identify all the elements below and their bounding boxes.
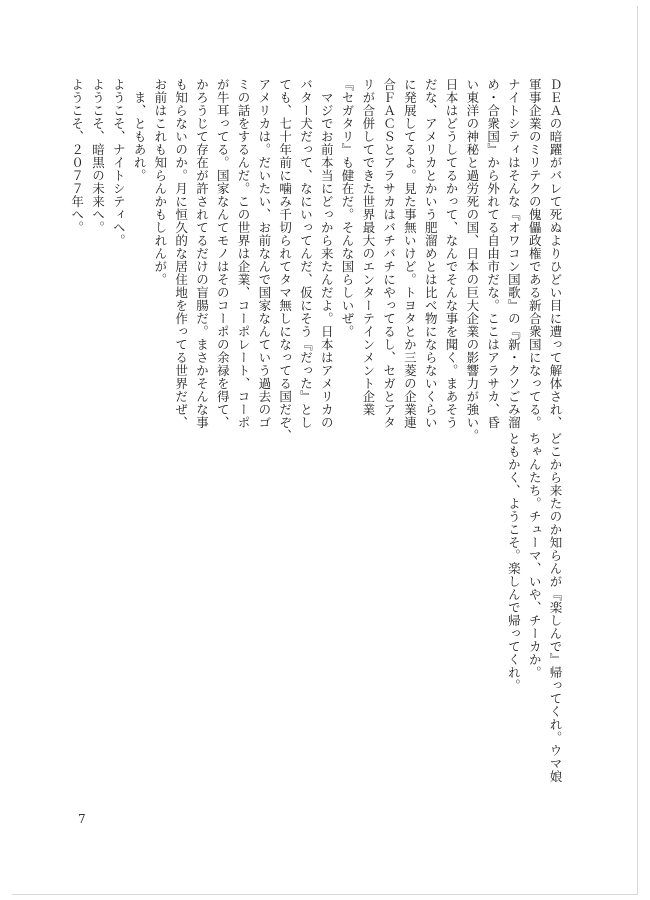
text-line: マジでお前本当にどっから来たんだよ。日本はアメリカの xyxy=(319,78,335,429)
upper-text-block xyxy=(66,78,565,638)
text-line: お前はこれも知らんかもしれんが。 xyxy=(152,78,168,286)
text-line: だな、アメリカとかいう肥溜めとは比べ物にならないくらい xyxy=(423,78,439,429)
text-line: ようこそ、２０７７年へ。 xyxy=(69,78,85,234)
text-line: 合ＦＡＣＳとアラサカはバチバチにやってるし、セガとアタ xyxy=(381,78,397,429)
text-line: め・合衆国』から外れてる自由市だな。ここはアラサカ、昏 xyxy=(485,78,501,429)
text-line: ミの話をするんだ。この世界は企業、コーポレート、コーポ xyxy=(236,78,252,429)
text-line: ちゃんたち。チューマ、いや、チーカか。 xyxy=(527,432,543,679)
text-line: も知らないのか。月に恒久的な居住地を作ってる世界だぜ、 xyxy=(173,78,189,429)
text-line: 日本はどうしてるかって、なんでそんな事を聞く。まあそう xyxy=(444,78,460,429)
text-line: ても、七十年前に噛み千切られてタマ無しになってる国だぞ、 xyxy=(277,78,293,442)
text-line: リが合併してできた世界最大のエンターテインメント企業 xyxy=(360,78,376,416)
text-line: バター犬だって、なにいってんだ、仮にそう『だった』とし xyxy=(298,78,314,429)
text-line: ま、ともあれ。 xyxy=(132,78,148,182)
text-line: どこから来たのか知らんが『楽しんで』帰ってくれ。ウマ娘 xyxy=(548,432,563,783)
text-line: ＤＥＡの暗躍がバレて死ぬよりひどい目に遭って解体され、 xyxy=(548,78,563,429)
text-line: かろうじて存在が許されてるだけの盲腸だ。まさかそんな事 xyxy=(194,78,210,429)
text-line: アメリカは。だいたい、お前なんで国家なんていう過去のゴ xyxy=(256,78,272,429)
text-line: 『セガタリ』も健在だ。そんな国らしいぜ。 xyxy=(340,78,356,338)
text-line: い東洋の神秘と過労死の国、日本の巨大企業の影響力が強い。 xyxy=(464,78,480,442)
text-line: に発展してるよ。見た事無いけど。トヨタとか三菱の企業連 xyxy=(402,78,418,429)
text-line: が牛耳ってる。国家なんてモノはそのコーポの余禄を得て、 xyxy=(215,78,231,429)
page-number: 7 xyxy=(78,812,86,826)
text-line: 軍事企業のミリテクの傀儡政権である新合衆国になってる。 xyxy=(527,78,543,429)
text-line: ようこそ、ナイトシティへ。 xyxy=(111,78,127,247)
lower-text-block xyxy=(503,432,565,783)
text-line: ようこそ、暗黒の未来へ。 xyxy=(90,78,106,234)
text-line: ナイトシティはそんな『オワコン国歌』の『新・クソごみ溜 xyxy=(506,78,522,429)
text-line: ともかく、ようこそ。楽しんで帰ってくれ。 xyxy=(506,432,522,692)
